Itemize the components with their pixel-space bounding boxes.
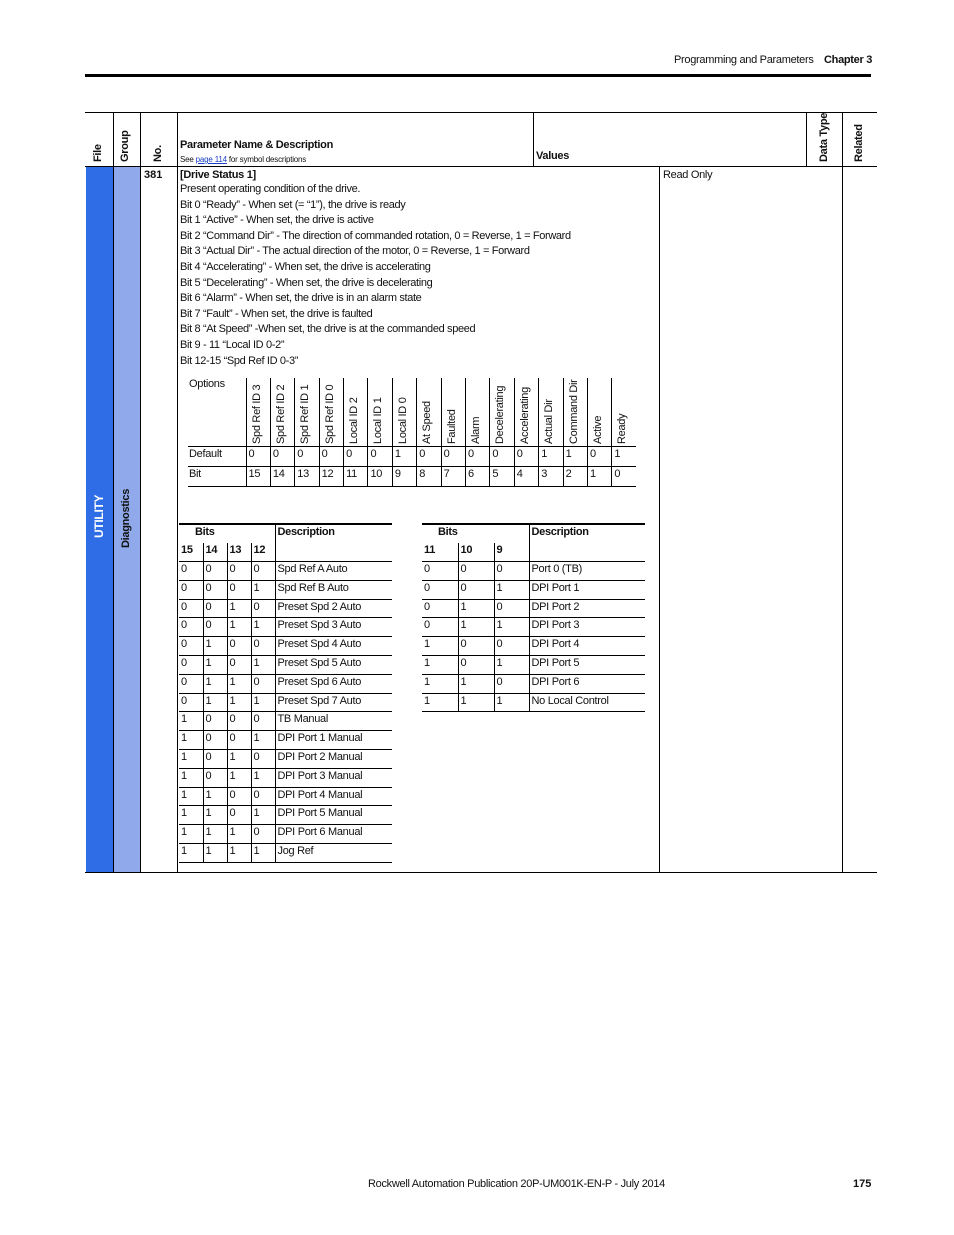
- description-subheader: [275, 543, 392, 562]
- parameter-value: Read Only: [663, 169, 713, 181]
- option-default-cell: 0: [587, 446, 611, 466]
- bit-description-cell: DPI Port 6: [529, 674, 645, 693]
- bit-value-cell: 0: [251, 750, 275, 769]
- bit-value-cell: 0: [251, 599, 275, 618]
- bit-value-cell: 1: [203, 656, 227, 675]
- description-line: Bit 1 “Active” - When set, the drive is active: [180, 214, 374, 227]
- option-bit-cell: 0: [612, 466, 636, 486]
- option-column-header: Actual Dir: [539, 378, 563, 446]
- bit-value-cell: 0: [251, 637, 275, 656]
- col-divider: [177, 112, 178, 873]
- option-bit-cell: 9: [392, 466, 416, 486]
- option-default-cell: 0: [490, 446, 514, 466]
- option-bit-cell: 1: [587, 466, 611, 486]
- bit-value-cell: 0: [179, 637, 203, 656]
- col-head-values: Values: [536, 150, 570, 162]
- table-row: [422, 693, 645, 712]
- option-bit-cell: 11: [344, 466, 368, 486]
- bit-value-cell: 1: [203, 787, 227, 806]
- bit-description-cell: Preset Spd 3 Auto: [275, 618, 392, 637]
- option-column-header: Spd Ref ID 0: [319, 378, 343, 446]
- bit-value-cell: 0: [227, 806, 251, 825]
- option-column-header: Spd Ref ID 3: [246, 378, 270, 446]
- table-row: [179, 618, 392, 637]
- description-line: Bit 3 “Actual Dir” - The actual direction of the motor, 0 = Reverse, 1 = Forward: [180, 245, 530, 258]
- bit-description-cell: Port 0 (TB): [529, 562, 645, 581]
- table-row: [179, 599, 392, 618]
- option-default-cell: 1: [612, 446, 636, 466]
- bit-value-cell: 1: [494, 693, 529, 712]
- description-line: Bit 8 “At Speed” -When set, the drive is at the commanded speed: [180, 323, 476, 336]
- bit-description-cell: DPI Port 4: [529, 637, 645, 656]
- option-default-cell: 0: [246, 446, 270, 466]
- bit-number-header: 13: [227, 543, 251, 562]
- table-row: [179, 637, 392, 656]
- col-head-file: File: [92, 144, 104, 162]
- bit-value-cell: 0: [494, 562, 529, 581]
- col-divider: [140, 112, 141, 873]
- page-link[interactable]: page 114: [195, 155, 227, 164]
- header-rule: [85, 74, 871, 77]
- bit-value-cell: 0: [494, 599, 529, 618]
- default-label: Default: [188, 446, 246, 466]
- bit-value-cell: 0: [251, 562, 275, 581]
- option-bit-cell: 13: [295, 466, 319, 486]
- bit-number-header: 14: [203, 543, 227, 562]
- bit-description-cell: Spd Ref B Auto: [275, 580, 392, 599]
- file-label: UTILITY: [92, 494, 106, 538]
- option-default-cell: 0: [466, 446, 490, 466]
- option-column-header: Faulted: [441, 378, 465, 446]
- table-row: [179, 844, 392, 863]
- option-bit-cell: 7: [441, 466, 465, 486]
- bit-value-cell: 1: [179, 825, 203, 844]
- option-default-cell: 0: [368, 446, 392, 466]
- see-note: See page 114 for symbol descriptions: [180, 155, 307, 164]
- bit-description-cell: TB Manual: [275, 712, 392, 731]
- table-row: [179, 750, 392, 769]
- col-head-data-type: Data Type: [818, 112, 830, 162]
- bit-value-cell: 1: [227, 618, 251, 637]
- option-column-header: Spd Ref ID 1: [295, 378, 319, 446]
- option-default-cell: 1: [392, 446, 416, 466]
- bit-description-cell: DPI Port 2 Manual: [275, 750, 392, 769]
- bit-value-cell: 1: [251, 844, 275, 863]
- bit-value-cell: 1: [227, 768, 251, 787]
- option-default-cell: 0: [344, 446, 368, 466]
- bits-header: Bits: [179, 524, 275, 543]
- description-line: Bit 9 - 11 “Local ID 0-2”: [180, 338, 285, 351]
- running-header-chapter: Chapter 3: [824, 54, 873, 66]
- description-subheader: [529, 543, 645, 562]
- header-row-divider: [85, 166, 877, 167]
- option-default-cell: 0: [417, 446, 441, 466]
- option-bit-cell: 6: [466, 466, 490, 486]
- bit-value-cell: 0: [179, 580, 203, 599]
- speed-ref-bits-table: [179, 523, 392, 863]
- bit-value-cell: 0: [179, 618, 203, 637]
- table-row: [422, 599, 645, 618]
- bit-value-cell: 1: [458, 599, 494, 618]
- bit-value-cell: 1: [251, 806, 275, 825]
- bit-value-cell: 1: [251, 618, 275, 637]
- description-header: Description: [275, 524, 392, 543]
- bit-value-cell: 0: [179, 562, 203, 581]
- bit-value-cell: 1: [251, 656, 275, 675]
- bit-number-header: 11: [422, 543, 458, 562]
- table-row: [179, 731, 392, 750]
- bit-value-cell: 1: [227, 750, 251, 769]
- option-column-header: Local ID 0: [392, 378, 416, 446]
- bit-value-cell: 1: [203, 844, 227, 863]
- option-default-cell: 1: [563, 446, 587, 466]
- bit-description-cell: Spd Ref A Auto: [275, 562, 392, 581]
- bit-description-cell: DPI Port 1: [529, 580, 645, 599]
- bit-value-cell: 1: [203, 825, 227, 844]
- bit-value-cell: 0: [179, 674, 203, 693]
- option-default-cell: 0: [295, 446, 319, 466]
- table-row: [422, 562, 645, 581]
- bit-description-cell: Preset Spd 5 Auto: [275, 656, 392, 675]
- col-divider: [659, 166, 660, 873]
- table-row: [179, 712, 392, 731]
- running-header-section: Programming and Parameters: [674, 54, 814, 66]
- bit-description-cell: DPI Port 5 Manual: [275, 806, 392, 825]
- bit-value-cell: 0: [203, 768, 227, 787]
- bit-value-cell: 1: [458, 693, 494, 712]
- table-row: [179, 580, 392, 599]
- option-column-header: Alarm: [466, 378, 490, 446]
- bit-value-cell: 0: [251, 825, 275, 844]
- col-head-related: Related: [853, 124, 865, 162]
- bit-value-cell: 0: [422, 599, 458, 618]
- bit-value-cell: 1: [179, 844, 203, 863]
- table-row: [179, 787, 392, 806]
- bit-description-cell: Preset Spd 2 Auto: [275, 599, 392, 618]
- bit-value-cell: 0: [458, 656, 494, 675]
- bit-value-cell: 0: [227, 731, 251, 750]
- bit-value-cell: 0: [458, 580, 494, 599]
- option-column-header: Local ID 2: [344, 378, 368, 446]
- bit-value-cell: 0: [227, 637, 251, 656]
- parameter-number: 381: [144, 169, 163, 181]
- local-id-bits-table: [422, 523, 645, 712]
- col-head-group: Group: [119, 130, 131, 162]
- option-bit-cell: 15: [246, 466, 270, 486]
- bit-value-cell: 1: [179, 712, 203, 731]
- table-row: [179, 806, 392, 825]
- bit-value-cell: 0: [422, 618, 458, 637]
- bit-value-cell: 1: [203, 674, 227, 693]
- bit-description-cell: DPI Port 5: [529, 656, 645, 675]
- option-bit-cell: 14: [270, 466, 294, 486]
- description-line: Bit 6 “Alarm” - When set, the drive is in an alarm state: [180, 292, 422, 305]
- bit-value-cell: 0: [203, 618, 227, 637]
- option-bit-cell: 3: [539, 466, 563, 486]
- bit-description-cell: DPI Port 1 Manual: [275, 731, 392, 750]
- bit-label: Bit: [188, 466, 246, 486]
- group-label: Diagnostics: [120, 488, 132, 548]
- bit-value-cell: 0: [203, 712, 227, 731]
- bit-number-header: 12: [251, 543, 275, 562]
- bit-value-cell: 1: [422, 637, 458, 656]
- option-column-header: Spd Ref ID 2: [270, 378, 294, 446]
- col-divider: [113, 112, 114, 873]
- bit-value-cell: 1: [227, 693, 251, 712]
- table-row: [422, 674, 645, 693]
- bit-value-cell: 0: [458, 637, 494, 656]
- description-line: Bit 5 “Decelerating” - When set, the drive is decelerating: [180, 276, 433, 289]
- bit-description-cell: Preset Spd 4 Auto: [275, 637, 392, 656]
- option-bit-cell: 4: [514, 466, 538, 486]
- bit-value-cell: 0: [203, 599, 227, 618]
- bit-description-cell: DPI Port 4 Manual: [275, 787, 392, 806]
- option-column-header: Decelerating: [490, 378, 514, 446]
- bit-value-cell: 0: [227, 787, 251, 806]
- table-row: [422, 637, 645, 656]
- bit-value-cell: 1: [179, 750, 203, 769]
- bit-value-cell: 1: [179, 768, 203, 787]
- col-divider: [806, 112, 807, 167]
- bit-number-header: 9: [494, 543, 529, 562]
- description-line: Present operating condition of the drive.: [180, 183, 361, 195]
- option-default-cell: 0: [270, 446, 294, 466]
- option-default-cell: 0: [441, 446, 465, 466]
- table-row: [179, 674, 392, 693]
- bit-value-cell: 1: [422, 674, 458, 693]
- bit-value-cell: 1: [203, 637, 227, 656]
- bit-value-cell: 1: [179, 731, 203, 750]
- bit-description-cell: No Local Control: [529, 693, 645, 712]
- bit-value-cell: 0: [227, 712, 251, 731]
- bit-value-cell: 0: [179, 656, 203, 675]
- page-number: 175: [853, 1178, 872, 1190]
- option-default-cell: 1: [539, 446, 563, 466]
- bit-value-cell: 0: [251, 712, 275, 731]
- table-row: [179, 825, 392, 844]
- option-bit-cell: 10: [368, 466, 392, 486]
- bit-value-cell: 1: [494, 580, 529, 599]
- col-head-no: No.: [152, 145, 164, 162]
- description-line: Bit 0 “Ready” - When set (= “1”), the drive is ready: [180, 198, 406, 211]
- bit-value-cell: 1: [494, 656, 529, 675]
- description-line: Bit 7 “Fault” - When set, the drive is faulted: [180, 307, 373, 320]
- option-bit-cell: 5: [490, 466, 514, 486]
- footer-publication: Rockwell Automation Publication 20P-UM001K-EN-P - July 2014: [368, 1178, 665, 1190]
- bit-description-cell: Jog Ref: [275, 844, 392, 863]
- bit-value-cell: 1: [251, 768, 275, 787]
- bit-value-cell: 0: [203, 750, 227, 769]
- table-row: [422, 656, 645, 675]
- option-default-cell: 0: [319, 446, 343, 466]
- bit-value-cell: 0: [422, 580, 458, 599]
- bit-value-cell: 1: [458, 618, 494, 637]
- table-row: [422, 618, 645, 637]
- bit-number-header: 10: [458, 543, 494, 562]
- parameter-title: [Drive Status 1]: [180, 169, 256, 181]
- bit-value-cell: 0: [227, 562, 251, 581]
- bit-value-cell: 0: [494, 637, 529, 656]
- options-table: [188, 378, 636, 487]
- bit-description-cell: DPI Port 3 Manual: [275, 768, 392, 787]
- option-column-header: Ready: [612, 378, 636, 446]
- bit-value-cell: 0: [203, 562, 227, 581]
- bit-value-cell: 0: [203, 731, 227, 750]
- option-column-header: Local ID 1: [368, 378, 392, 446]
- description-line: Bit 2 “Command Dir” - The direction of commanded rotation, 0 = Reverse, 1 = Forward: [180, 229, 571, 242]
- bit-description-cell: DPI Port 3: [529, 618, 645, 637]
- bit-description-cell: DPI Port 2: [529, 599, 645, 618]
- col-divider: [842, 112, 843, 873]
- table-row: [179, 562, 392, 581]
- option-default-cell: 0: [514, 446, 538, 466]
- table-row: [179, 693, 392, 712]
- bit-value-cell: 1: [458, 674, 494, 693]
- bit-description-cell: DPI Port 6 Manual: [275, 825, 392, 844]
- option-bit-cell: 2: [563, 466, 587, 486]
- bit-value-cell: 1: [227, 825, 251, 844]
- bit-value-cell: 0: [251, 787, 275, 806]
- option-bit-cell: 8: [417, 466, 441, 486]
- bit-value-cell: 0: [179, 599, 203, 618]
- bit-value-cell: 0: [227, 656, 251, 675]
- bit-value-cell: 0: [227, 580, 251, 599]
- bit-value-cell: 1: [203, 693, 227, 712]
- bit-value-cell: 1: [179, 787, 203, 806]
- option-column-header: At Speed: [417, 378, 441, 446]
- bit-value-cell: 0: [179, 693, 203, 712]
- bit-value-cell: 0: [422, 562, 458, 581]
- description-line: Bit 4 “Accelerating” - When set, the drive is accelerating: [180, 260, 431, 273]
- bit-description-cell: Preset Spd 6 Auto: [275, 674, 392, 693]
- bit-description-cell: Preset Spd 7 Auto: [275, 693, 392, 712]
- bit-value-cell: 1: [251, 731, 275, 750]
- bit-value-cell: 1: [227, 844, 251, 863]
- bit-number-header: 15: [179, 543, 203, 562]
- bit-value-cell: 1: [494, 618, 529, 637]
- option-bit-cell: 12: [319, 466, 343, 486]
- parameter-description: [180, 182, 571, 369]
- bit-value-cell: 1: [251, 693, 275, 712]
- options-label: Options: [189, 378, 225, 390]
- bits-header: Bits: [422, 524, 529, 543]
- bit-value-cell: 0: [251, 674, 275, 693]
- bit-value-cell: 0: [494, 674, 529, 693]
- bit-value-cell: 1: [422, 693, 458, 712]
- table-row: [179, 656, 392, 675]
- bit-value-cell: 0: [458, 562, 494, 581]
- table-row: [179, 768, 392, 787]
- option-column-header: Active: [587, 378, 611, 446]
- option-column-header: Accelerating: [514, 378, 538, 446]
- option-column-header: Command Dir: [563, 378, 587, 446]
- bit-value-cell: 1: [227, 674, 251, 693]
- description-line: Bit 12-15 “Spd Ref ID 0-3”: [180, 354, 299, 367]
- table-row: [422, 580, 645, 599]
- bit-value-cell: 1: [251, 580, 275, 599]
- bit-value-cell: 1: [422, 656, 458, 675]
- bit-value-cell: 0: [203, 580, 227, 599]
- col-divider: [533, 112, 534, 167]
- bit-value-cell: 1: [203, 806, 227, 825]
- description-header: Description: [529, 524, 645, 543]
- col-head-name: Parameter Name & Description: [180, 139, 333, 151]
- bit-value-cell: 1: [179, 806, 203, 825]
- bit-value-cell: 1: [227, 599, 251, 618]
